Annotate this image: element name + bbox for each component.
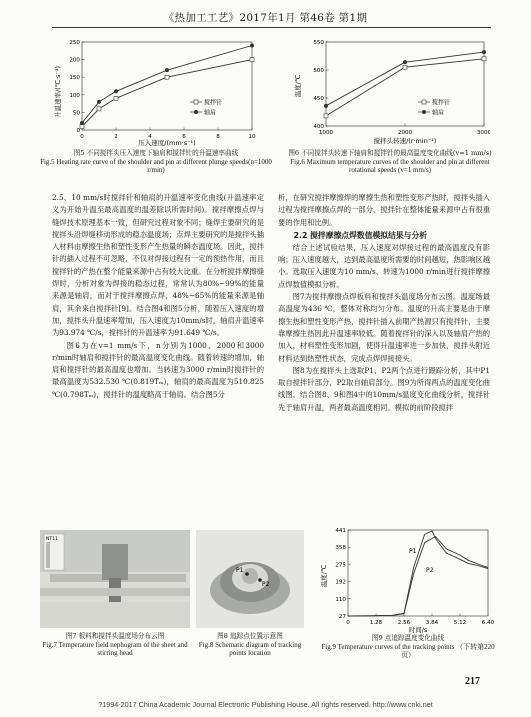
fig9-xtick-label: 2.56 — [397, 620, 411, 626]
fig5-xtick-label: 2 — [114, 134, 118, 140]
fig5-legend — [190, 99, 222, 117]
fig9-plot-frame — [348, 530, 488, 616]
fig9-label-p2: P2 — [426, 567, 434, 574]
fig6-xlabel: 搅拌头转速/(r·min⁻¹) — [373, 137, 437, 145]
fig5-ytick-label: 50 — [72, 110, 80, 117]
left-column — [52, 192, 264, 401]
figure-8-caption — [194, 632, 306, 658]
fig5-series-2-point — [250, 44, 254, 48]
fig6-series-2-line — [326, 52, 484, 106]
fig9-xtick-label: 5.12 — [453, 620, 467, 626]
fig6-series-1-point — [324, 114, 328, 118]
right-paragraph-3: 图7为搅拌摩擦点焊板料和搅拌头温度场分布云图。温度场最高温度为436 ℃，整体对称均匀分布。温度的升高主要是由于摩擦生热和塑性变形产热，搅拌针插入前期产热源只有搅拌针，主要靠摩擦生热因此升温速率较低。随着搅拌针的深入以及轴肩产热的加入，材料塑性变形加剧，使得升温速率进一步加快，搅拌头附近材料达到热塑性状态，完成点焊焊接接头。 — [278, 292, 490, 363]
fig5-series-2-point — [165, 68, 169, 72]
fig5-ytick-label: 100 — [69, 92, 80, 99]
fig9-ylabel: 温度/℃ — [320, 564, 328, 588]
fig6-ytick-label: 450 — [313, 96, 324, 102]
figure-7-image — [40, 530, 190, 628]
fig5-series-1-point — [97, 107, 101, 111]
fig6-series-1-point — [482, 57, 486, 61]
figure-9-caption — [318, 634, 498, 660]
fig5-series-2-point — [97, 100, 101, 104]
fig6-legend-pin: 搅拌针 — [432, 99, 451, 107]
fig6-xtick-label: 1000 — [318, 130, 334, 136]
figure-6-chart — [290, 36, 490, 148]
fig6-plot-frame — [326, 42, 484, 126]
fig8-point-p2-label: P2 — [262, 581, 270, 588]
figure-9-chart — [318, 526, 494, 634]
fig5-series-1-point — [165, 75, 169, 79]
fig5-ytick-label: 150 — [69, 75, 80, 82]
fig5-ytick-label: 250 — [69, 40, 80, 46]
left-paragraph-2: 图6为在v=1 mm/s下，n分别为1000、2000和3000 r/min时轴肩和搅拌针的最高温度变化曲线。随着转速的增加，轴肩和搅拌针的最高温度也增加。当转速为3000 r/min时搅拌针的最高温度为532.530 ℃(0.819Tₘ)，轴肩的最高温度为510.825 ℃(0.798Tₘ)，搅拌针的温度略高于轴肩。结合图5分 — [52, 340, 264, 399]
fig8-point-p1-marker — [245, 572, 249, 576]
fig5-xtick-label: 6 — [182, 134, 186, 140]
figure-6-caption — [285, 149, 495, 175]
fig9-continued-note: （下转第220页） — [401, 642, 495, 660]
fig5-series-2-point — [114, 89, 118, 93]
fig5-plot-frame — [82, 42, 252, 130]
right-column — [278, 192, 490, 414]
page-number: 217 — [465, 676, 480, 687]
fig5-ytick-label: 200 — [69, 57, 80, 64]
fig7-caption-cn: 图7 板料和搅拌头温度场分布云图 — [65, 632, 165, 640]
fig8-caption-cn: 图8 追踪点位置示意图 — [217, 632, 283, 640]
section-title: 2.2 搅拌摩擦点焊数值模拟结果与分析 — [293, 230, 428, 240]
right-paragraph-1: 析，在研究搅拌摩擦焊的摩擦生热和塑性变形产热时，搅拌头插入过程为搅拌摩擦点焊的一部分，搅拌针在整体能量来源中占有很重要的作用和比例。 — [278, 193, 490, 227]
fig9-xtick-label: 0 — [346, 620, 350, 626]
fig6-series-2-point — [324, 104, 328, 108]
fig6-series-2-point — [403, 60, 407, 64]
fig6-ylabel: 温度/℃ — [294, 74, 302, 98]
fig6-ytick-label: 550 — [313, 40, 324, 46]
fig9-ytick-label: 192 — [335, 579, 346, 586]
fig5-series-1-point — [114, 96, 118, 100]
fig9-xlabel: 时间/s — [408, 626, 428, 634]
figure-5 — [52, 36, 262, 148]
fig5-ytick-label: 0 — [76, 128, 80, 134]
fig8-point-p1-label: P1 — [236, 567, 244, 574]
fig9-caption-en — [318, 643, 498, 660]
fig7-caption-en: Fig.7 Temperature field nephogram of the sheet and stirring head — [42, 640, 188, 658]
fig9-label-p1: P1 — [409, 548, 417, 555]
fig9-ytick-label: 275 — [335, 562, 346, 569]
fig9-series-2-line — [348, 536, 488, 616]
fig9-ytick-label: 358 — [335, 545, 346, 552]
left-paragraph-1: 2.5、10 mm/s时搅拌针和轴肩的升温速率变化曲线(升温速率定义为开始升温至最高温度的温差除以所需时间)。搅拌摩擦点焊与缝焊技术原理基本一致，但研究过程对象不同；缝焊主要研究的是搅拌头沿焊缝移动形成的稳态温度场；点焊主要研究的是搅拌头插入材料由摩擦生热和塑性变形产生热量的瞬态温度场。因此，搅拌针的插入过程不可忽略，不仅对焊接过程有一定的预热作用，而且搅拌针的产热在整个能量来源中占有较大比重。在分析搅拌摩擦缝焊时，分析对象为焊接的稳态过程，常常认为80%~99%的能量来源是轴肩，而对于搅拌摩擦点焊，48%~65%的能量来源是轴肩，其余来自搅拌针[9]。结合图4和图5分析，随着压入速度的增加，搅拌头升温速率增加，压入速度为10mm/s时，轴肩升温速率为93.974 ℃/s，搅拌针的升温速率为91.649 ℃/s。 — [52, 193, 264, 338]
fig5-xtick-label: 0 — [80, 134, 84, 140]
fig5-caption-cn: 图5 不同搅拌头压入速度下轴肩和搅拌针的升温速率曲线 — [73, 149, 239, 157]
fig5-xtick-label: 10 — [248, 134, 256, 140]
fig9-ytick-label: 441 — [335, 528, 346, 534]
fig5-series-1-point — [250, 58, 254, 62]
fig9-xtick-label: 3.84 — [425, 620, 439, 626]
fig5-xtick-label: 4 — [148, 134, 152, 140]
fig9-xtick-label: 6.40 — [481, 620, 494, 626]
fig6-xtick-label: 2000 — [397, 130, 413, 136]
fig9-ytick-label: 110 — [335, 596, 346, 603]
header-rule — [52, 27, 491, 28]
figure-5-caption — [40, 149, 272, 175]
figure-5-chart — [52, 36, 262, 148]
fig5-ylabel: 升温速率/(℃·s⁻¹) — [54, 65, 62, 119]
copyright-footer: ?1994-2017 China Academic Journal Electronic Publishing House. All rights reserved. http://www.cnki.net — [98, 700, 433, 709]
figure-8-image — [196, 530, 304, 628]
fig5-caption-en: Fig.5 Heating rate curve of the shoulder and pin at different plunge speeds(n=1000 r/min) — [40, 157, 272, 175]
fig6-series-2-point — [482, 50, 486, 54]
fig6-legend-shoulder: 轴肩 — [432, 109, 445, 117]
fig6-ytick-label: 500 — [313, 68, 324, 74]
fig6-caption-en: Fig.6 Maximum temperature curves of the shoulder and pin at different rotational speeds (v=1 mm/s) — [290, 157, 490, 175]
figure-8 — [196, 530, 304, 628]
right-paragraph-2: 结合上述试验结果，压入速度对焊接过程的最高温度没有影响；压入速度越大，达到最高温度所需要的时间越短，热影响区越小。选取压入速度为10 mm/s、转速为1000 r/min进行搅拌摩擦点焊数值模拟分析。 — [278, 242, 490, 289]
figure-7-caption — [38, 632, 192, 658]
fig6-ytick-label: 400 — [313, 124, 324, 130]
fig9-caption-cn: 图9 点追踪温度变化曲线 — [371, 634, 445, 642]
fig9-caption-en-text: Fig.9 Temperature curves of the tracking points — [321, 642, 455, 651]
fig5-series-1-point — [80, 124, 84, 128]
fig9-series-1-line — [348, 531, 488, 616]
fig6-caption-cn: 图6 不同搅拌头转速下轴肩和搅拌针的最高温度变化曲线(v=1 mm/s) — [288, 149, 492, 157]
fig7-legend-title: NT11 — [46, 537, 58, 542]
figure-9 — [318, 526, 494, 634]
right-paragraph-4: 图8为在搅拌头上选取P1、P2两个点进行跟踪分析，其中P1取自搅拌针部分，P2取自轴肩部分。图9为所得两点的温度变化曲线图。结合图8、9和图4中的10mm/s温度变化曲线分析，搅拌针先于轴肩升温，两者最高温度相同。模拟的前阶段搅拌 — [278, 365, 490, 412]
figure-7 — [40, 530, 190, 628]
fig5-xlabel: 压入速度/(mm·s⁻¹) — [138, 139, 196, 147]
fig6-legend — [418, 99, 450, 117]
fig8-caption-en: Fig.8 Schematic diagram of tracking points location — [198, 640, 302, 658]
fig5-series-2-point — [80, 121, 84, 125]
figure-6 — [290, 36, 490, 148]
fig5-xtick-label: 8 — [216, 134, 220, 140]
fig5-legend-shoulder: 轴肩 — [204, 109, 217, 117]
fig9-xtick-label: 1.28 — [369, 620, 383, 626]
journal-header: 《热加工工艺》2017年1月 第46卷 第1期 — [163, 12, 368, 24]
fig6-xtick-label: 3000 — [476, 130, 490, 136]
fig9-ytick-label: 27 — [338, 614, 346, 620]
fig6-series-1-point — [403, 65, 407, 69]
fig5-series-2-line — [82, 46, 252, 124]
fig5-legend-pin: 搅拌针 — [204, 99, 223, 107]
